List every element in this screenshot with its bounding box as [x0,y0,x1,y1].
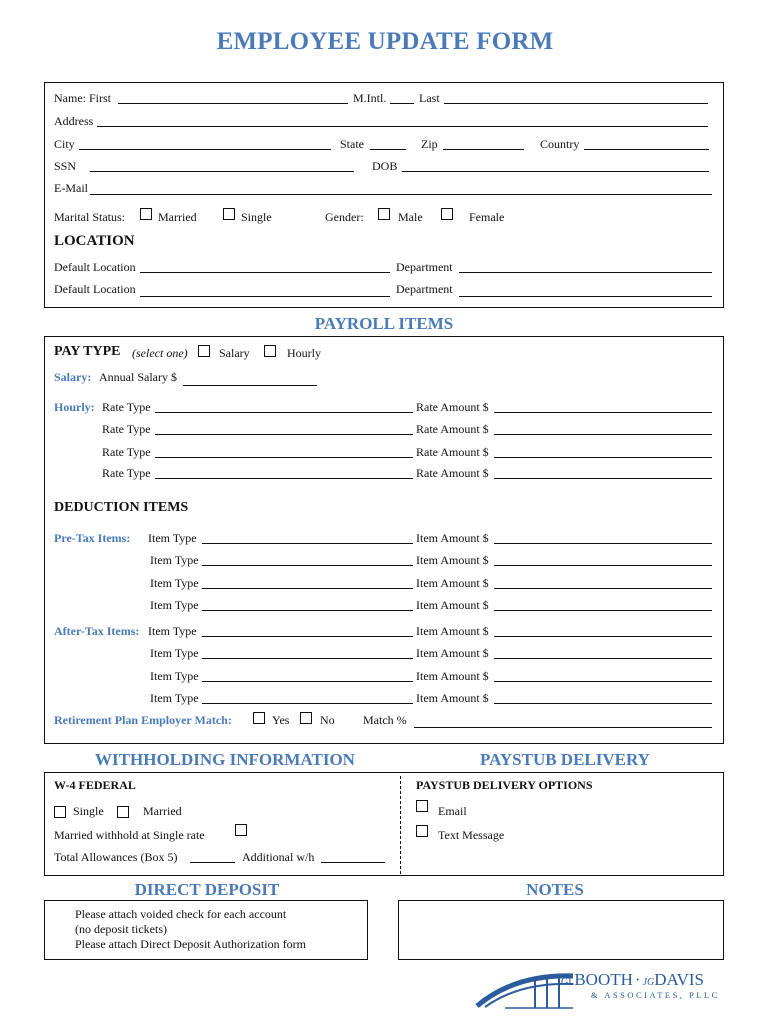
annual-salary-label: Annual Salary $ [99,370,177,384]
logo-jg: JG [642,977,655,988]
yes-label: Yes [272,713,290,727]
retirement-no-checkbox[interactable] [300,712,312,724]
direct-deposit-line-2: (no deposit tickets) [75,922,167,936]
w4-married-checkbox[interactable] [117,806,129,818]
item-type-field[interactable] [202,636,413,637]
company-logo [475,966,735,1012]
payroll-section [44,336,724,744]
paystub-text-label: Text Message [438,828,505,842]
salary-label: Salary [219,346,250,360]
hourly-label: Hourly [287,346,321,360]
item-type-label: Item Type [150,646,199,660]
w4-federal-label: W-4 FEDERAL [54,778,136,792]
direct-deposit-line-1: Please attach voided check for each account [75,907,287,921]
email-label: E-Mail [54,181,88,195]
item-amount-label: Item Amount $ [416,553,489,567]
employee-info-section [44,82,724,308]
department-field-2[interactable] [459,296,712,297]
married-single-rate-checkbox[interactable] [235,824,247,836]
logo-booth: BOOTH [574,970,633,989]
item-amount-label: Item Amount $ [416,576,489,590]
item-amount-field[interactable] [494,703,712,704]
annual-salary-field[interactable] [183,385,317,386]
w4-single-checkbox[interactable] [54,806,66,818]
name-first-label: Name: First [54,91,111,105]
dob-field[interactable] [402,171,709,172]
default-location-field[interactable] [140,272,390,273]
bridge-arc-icon [475,966,575,1010]
item-type-field[interactable] [202,703,413,704]
rate-amount-label: Rate Amount $ [416,445,489,459]
rate-type-label: Rate Type [102,400,151,414]
item-amount-label: Item Amount $ [416,598,489,612]
deduction-items-heading: DEDUCTION ITEMS [54,500,189,515]
rate-type-field[interactable] [155,412,413,413]
item-type-label: Item Type [150,553,199,567]
notes-box[interactable] [398,900,724,960]
default-location-label-2: Default Location [54,282,136,296]
gender-label: Gender: [325,210,364,224]
rate-amount-label: Rate Amount $ [416,422,489,436]
paystub-email-checkbox[interactable] [416,800,428,812]
section-divider [400,776,401,874]
logo-gl: GL [561,977,575,988]
item-type-label: Item Type [150,576,199,590]
paystub-email-label: Email [438,804,467,818]
male-checkbox[interactable] [378,208,390,220]
item-amount-field[interactable] [494,681,712,682]
item-type-field[interactable] [202,565,413,566]
ssn-label: SSN [54,159,77,173]
logo-davis: DAVIS [654,970,705,989]
total-allowances-field[interactable] [190,862,235,863]
form-title: EMPLOYEE UPDATE FORM [216,28,554,55]
department-field[interactable] [459,272,712,273]
item-type-field[interactable] [202,610,413,611]
no-label: No [320,713,335,727]
w4-single-label: Single [73,804,104,818]
item-type-field[interactable] [202,681,413,682]
rate-type-label: Rate Type [102,466,151,480]
state-field[interactable] [370,149,406,150]
address-field[interactable] [97,126,708,127]
additional-wh-field[interactable] [321,862,385,863]
city-label: City [54,137,75,151]
rate-amount-field[interactable] [494,478,712,479]
zip-label: Zip [421,137,438,151]
match-percent-field[interactable] [414,727,712,728]
female-checkbox[interactable] [441,208,453,220]
additional-wh-label: Additional w/h [242,850,315,864]
address-label: Address [54,114,94,128]
item-type-label: Item Type [150,691,199,705]
city-field[interactable] [79,149,331,150]
direct-deposit-heading: DIRECT DEPOSIT [134,880,280,899]
item-amount-field[interactable] [494,588,712,589]
item-type-field[interactable] [202,658,413,659]
logo-dot: · [634,970,641,989]
logo-associates: & ASSOCIATES, PLLC [591,990,720,1000]
rate-amount-field[interactable] [494,434,712,435]
ssn-field[interactable] [90,171,354,172]
rate-type-field[interactable] [155,434,413,435]
w4-married-label: Married [143,804,182,818]
item-amount-label: Item Amount $ [416,691,489,705]
rate-amount-label: Rate Amount $ [416,466,489,480]
last-name-label: Last [419,91,440,105]
salary-checkbox[interactable] [198,345,210,357]
rate-type-field[interactable] [155,457,413,458]
department-label-2: Department [396,282,453,296]
item-type-label: Item Type [150,669,199,683]
rate-amount-field[interactable] [494,457,712,458]
single-label: Single [241,210,272,224]
single-checkbox[interactable] [223,208,235,220]
married-label: Married [158,210,197,224]
marital-status-label: Marital Status: [54,210,125,224]
select-one-label: (select one) [132,346,188,360]
paystub-heading: PAYSTUB DELIVERY [480,750,650,769]
item-amount-label: Item Amount $ [416,669,489,683]
item-amount-label: Item Amount $ [416,531,489,545]
rate-type-label: Rate Type [102,422,151,436]
default-location-label: Default Location [54,260,136,274]
country-field[interactable] [584,149,709,150]
item-type-label: Item Type [148,624,197,638]
salary-section-label: Salary: [54,370,92,384]
item-amount-field[interactable] [494,543,712,544]
retirement-match-label: Retirement Plan Employer Match: [54,713,232,727]
item-amount-label: Item Amount $ [416,646,489,660]
male-label: Male [398,210,423,224]
item-type-label: Item Type [148,531,197,545]
hourly-section-label: Hourly: [54,400,95,414]
rate-type-field[interactable] [155,478,413,479]
paystub-options-label: PAYSTUB DELIVERY OPTIONS [416,778,593,792]
item-type-field[interactable] [202,588,413,589]
after-tax-label: After-Tax Items: [54,624,140,638]
item-amount-label: Item Amount $ [416,624,489,638]
pay-type-label: PAY TYPE [54,344,121,359]
rate-amount-label: Rate Amount $ [416,400,489,414]
married-single-rate-label: Married withhold at Single rate [54,828,205,842]
payroll-items-heading: PAYROLL ITEMS [314,314,454,333]
item-type-label: Item Type [150,598,199,612]
state-label: State [340,137,364,151]
female-label: Female [469,210,505,224]
dob-label: DOB [372,159,398,173]
rate-amount-field[interactable] [494,412,712,413]
country-label: Country [540,137,580,151]
email-field[interactable] [90,194,712,195]
department-label: Department [396,260,453,274]
pre-tax-label: Pre-Tax Items: [54,531,131,545]
item-amount-field[interactable] [494,565,712,566]
middle-initial-field[interactable] [390,103,414,104]
notes-heading: NOTES [526,880,584,899]
first-name-field[interactable] [118,103,348,104]
hourly-checkbox[interactable] [264,345,276,357]
withholding-heading: WITHHOLDING INFORMATION [95,750,355,769]
rate-type-label: Rate Type [102,445,151,459]
match-percent-label: Match % [363,713,407,727]
default-location-field-2[interactable] [140,296,390,297]
item-amount-field[interactable] [494,610,712,611]
item-amount-field[interactable] [494,658,712,659]
total-allowances-label: Total Allowances (Box 5) [54,850,178,864]
direct-deposit-line-3: Please attach Direct Deposit Authorization form [75,937,306,951]
retirement-yes-checkbox[interactable] [253,712,265,724]
middle-initial-label: M.Intl. [353,91,387,105]
married-checkbox[interactable] [140,208,152,220]
item-type-field[interactable] [202,543,413,544]
paystub-text-checkbox[interactable] [416,825,428,837]
item-amount-field[interactable] [494,636,712,637]
location-heading: LOCATION [54,233,135,249]
zip-field[interactable] [443,149,524,150]
last-name-field[interactable] [444,103,708,104]
